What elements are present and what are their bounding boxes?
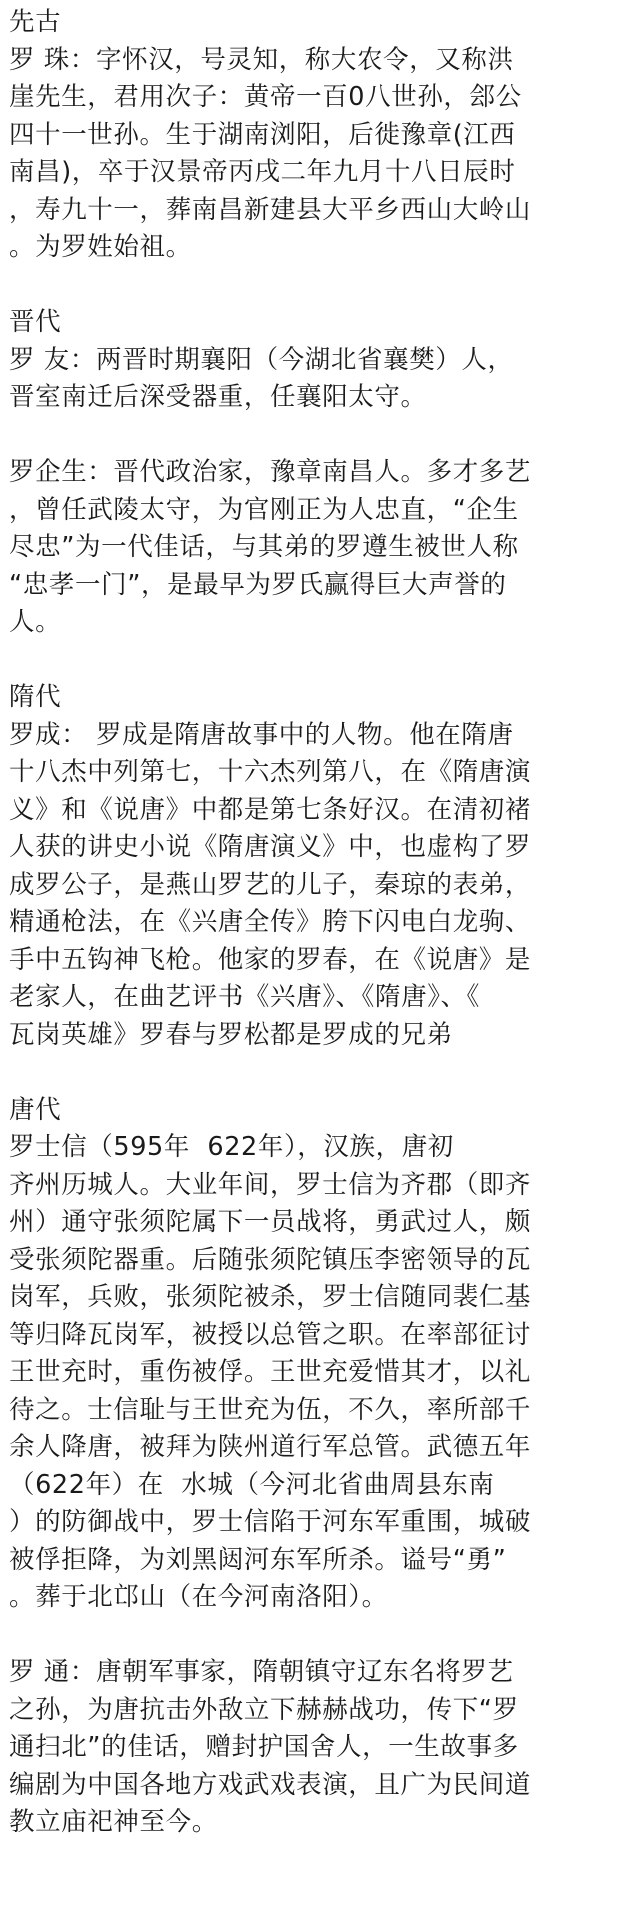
text-line: 人。 (9, 607, 62, 637)
text-line: 四十一世孙。生于湖南浏阳，后徙豫章(江西 (9, 119, 516, 150)
text-line: 晋室南迁后深受器重，任襄阳太守。 (9, 382, 427, 412)
text-line: 精通枪法，在《兴唐全传》胯下闪电白龙驹、 (9, 907, 532, 937)
blank-line (9, 417, 629, 455)
text-line: 齐州历城人。大业年间，罗士信为齐郡（即齐 (9, 1169, 532, 1200)
blank-line (9, 1617, 629, 1655)
text-line: 岗军，兵败，张须陀被杀，罗士信随同裴仁基 (9, 1282, 532, 1312)
text-line: 手中五钩神飞枪。他家的罗春，在《说唐》是 (9, 944, 532, 975)
text-line: 被俘拒降，为刘黑闼河东军所杀。谥号“勇” (9, 1544, 507, 1575)
text-line: 义》和《说唐》中都是第七条好汉。在清初褚 (9, 794, 532, 825)
text-line: ）的防御战中，罗士信陷于河东军重围，城破 (9, 1507, 532, 1537)
text-line: 瓦岗英雄》罗春与罗松都是罗成的兄弟 (9, 1019, 453, 1050)
text-line: 罗企生：晋代政治家，豫章南昌人。多才多艺 (9, 457, 532, 487)
section-heading-xiangu: 先古 (9, 7, 62, 37)
text-line: 编剧为中国各地方戏武戏表演，且广为民间道 (9, 1769, 532, 1800)
text-line: 南昌)，卒于汉景帝丙戌二年九月十八日辰时 (9, 157, 516, 187)
text-line: 老家人，在曲艺评书《兴唐》、《隋唐》、《 (9, 982, 481, 1012)
text-line: 王世充时，重伤被俘。王世充爱惜其才，以礼 (9, 1357, 532, 1387)
blank-line (9, 1054, 629, 1092)
text-line: 通扫北”的佳话，赠封护国舍人，一生故事多 (9, 1732, 519, 1762)
text-line: 。葬于北邙山（在今河南洛阳）。 (9, 1582, 388, 1612)
text-line: 教立庙祀神至今。 (9, 1807, 218, 1837)
text-line: 罗成： 罗成是隋唐故事中的人物。他在隋唐 (9, 719, 514, 750)
text-line: 余人降唐，被拜为陕州道行军总管。武德五年 (9, 1432, 532, 1462)
text-line: 人获的讲史小说《隋唐演义》中，也虚构了罗 (9, 832, 532, 862)
text-line: 罗 通：唐朝军事家，隋朝镇守辽东名将罗艺 (9, 1657, 514, 1687)
text-line: 受张须陀器重。后随张须陀镇压李密领导的瓦 (9, 1244, 532, 1275)
text-line: 等归降瓦岗军，被授以总管之职。在率部征讨 (9, 1319, 532, 1350)
text-line: 成罗公子，是燕山罗艺的儿子，秦琼的表弟， (9, 869, 532, 900)
text-line: （622年）在 水城（今河北省曲周县东南 (9, 1469, 495, 1500)
text-line: ，寿九十一，葬南昌新建县大平乡西山大岭山 (9, 194, 532, 225)
text-line: 。为罗姓始祖。 (9, 232, 192, 262)
text-line: 崖先生，君用次子：黄帝一百0八世孙，郐公 (9, 82, 522, 112)
text-line: 尽忠”为一代佳话，与其弟的罗遵生被世人称 (9, 532, 519, 562)
text-line: 罗 友：两晋时期襄阳（今湖北省襄樊）人， (9, 344, 514, 375)
text-line: 州）通守张须陀属下一员战将，勇武过人，颇 (9, 1207, 532, 1237)
text-line: 待之。士信耻与王世充为伍，不久，率所部千 (9, 1394, 532, 1425)
section-heading-tang: 唐代 (9, 1094, 62, 1125)
text-line: 罗 珠：字怀汉，号灵知，称大农令，又称洪 (9, 44, 514, 75)
blank-line (9, 267, 629, 305)
section-heading-jin: 晋代 (9, 307, 62, 337)
section-heading-sui: 隋代 (9, 682, 62, 712)
text-line: 罗士信（595年 622年），汉族，唐初 (9, 1132, 454, 1162)
text-line: ，曾任武陵太守，为官刚正为人忠直，“企生 (9, 494, 519, 525)
text-line: 之孙，为唐抗击外敌立下赫赫战功，传下“罗 (9, 1694, 519, 1725)
text-line: 十八杰中列第七，十六杰列第八，在《隋唐演 (9, 757, 532, 787)
blank-line (9, 642, 629, 680)
document-body (9, 4, 629, 1842)
text-line: “忠孝一门”，是最早为罗氏赢得巨大声誉的 (9, 569, 507, 600)
